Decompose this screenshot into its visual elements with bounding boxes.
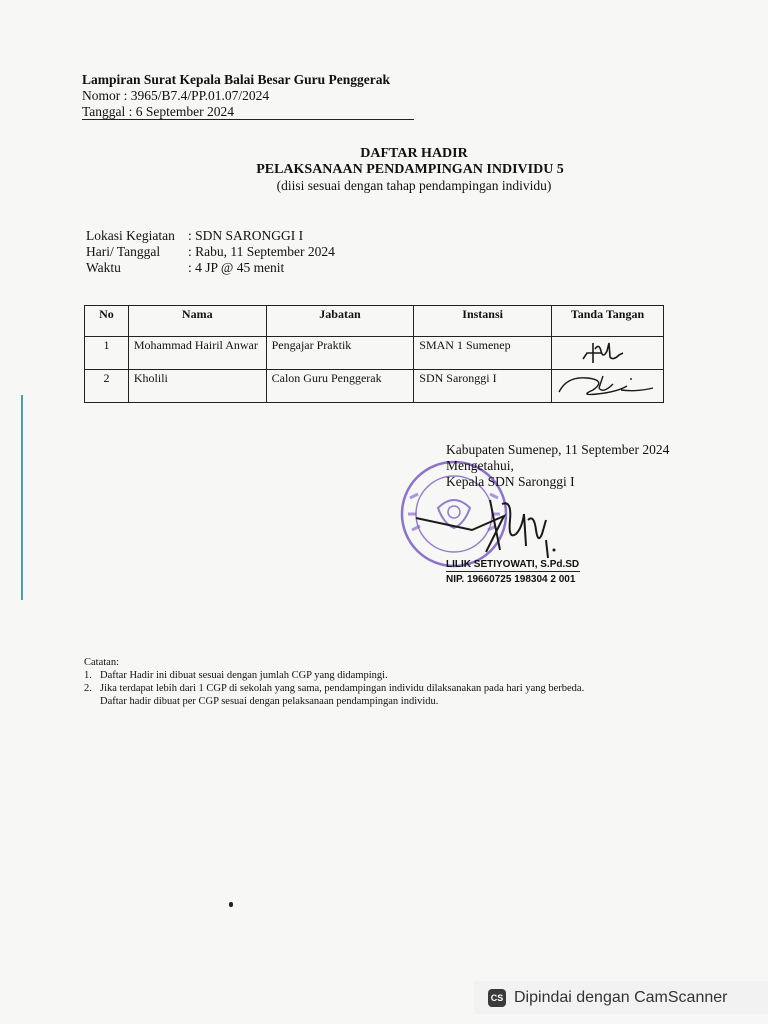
signer-name: LILIK SETIYOWATI, S.Pd.SD <box>446 559 580 570</box>
info-hari-value: : Rabu, 11 September 2024 <box>188 244 335 259</box>
title-daftar-hadir: DAFTAR HADIR <box>360 146 468 161</box>
note-item <box>84 669 584 682</box>
header-tanggal: Tanggal : 6 September 2024 <box>82 104 235 119</box>
note-text: Jika terdapat lebih dari 1 CGP di sekolah yang sama, pendampingan individu dilaksanakan pada hari yang berbeda. <box>100 683 585 694</box>
cell-nama: Kholili <box>128 370 266 403</box>
cell-instansi: SDN Saronggi I <box>414 370 552 403</box>
info-lokasi-label: Lokasi Kegiatan <box>86 228 175 243</box>
info-waktu-value: : 4 JP @ 45 menit <box>188 260 285 275</box>
watermark-text: Dipindai dengan CamScanner <box>514 988 728 1006</box>
camscanner-logo-icon: CS <box>488 989 506 1007</box>
head-signature-image <box>412 490 562 565</box>
note-item <box>84 682 584 695</box>
scan-speck <box>229 902 233 907</box>
cell-no: 2 <box>85 370 129 403</box>
note-number: 1. <box>84 670 92 681</box>
signature-image <box>557 372 657 398</box>
info-lokasi-value: : SDN SARONGGI I <box>188 228 304 243</box>
column-header-nama: Nama <box>128 306 266 337</box>
header-underline <box>82 119 414 120</box>
sign-place-date: Kabupaten Sumenep, 11 September 2024 <box>446 442 670 457</box>
note-number <box>84 695 100 708</box>
title-subtitle: (diisi sesuai dengan tahap pendampingan individu) <box>276 178 552 193</box>
title-pelaksanaan: PELAKSANAAN PENDAMPINGAN INDIVIDU 5 <box>256 162 564 177</box>
camscanner-watermark <box>474 981 768 1014</box>
table-row <box>85 337 664 370</box>
cell-jabatan: Pengajar Praktik <box>266 337 414 370</box>
document-title <box>0 146 768 194</box>
column-header-instansi: Instansi <box>414 306 552 337</box>
info-waktu-label: Waktu <box>86 260 121 275</box>
table-row <box>85 370 664 403</box>
signer-name-underline <box>446 571 580 572</box>
cell-signature <box>551 370 663 403</box>
cell-jabatan: Calon Guru Penggerak <box>266 370 414 403</box>
note-item <box>84 695 584 708</box>
table-header-row <box>85 306 664 337</box>
scan-edge-line <box>21 395 23 600</box>
info-lokasi <box>86 228 335 244</box>
column-header-jabatan: Jabatan <box>266 306 414 337</box>
note-text: Daftar Hadir ini dibuat sesuai dengan jumlah CGP yang didampingi. <box>100 670 388 681</box>
notes-section <box>84 656 584 708</box>
column-header-no: No <box>85 306 129 337</box>
cell-instansi: SMAN 1 Sumenep <box>414 337 552 370</box>
note-text: Daftar hadir dibuat per CGP sesuai dengan pelaksanaan pendampingan individu. <box>100 696 439 707</box>
signature-image <box>557 339 657 365</box>
cell-signature <box>551 337 663 370</box>
activity-info <box>86 228 335 276</box>
notes-heading: Catatan: <box>84 657 119 668</box>
column-header-tanda-tangan: Tanda Tangan <box>551 306 663 337</box>
note-number: 2. <box>84 683 92 694</box>
info-hari-label: Hari/ Tanggal <box>86 244 161 259</box>
sign-mengetahui: Mengetahui, <box>446 458 514 473</box>
letter-header <box>82 72 390 120</box>
cell-no: 1 <box>85 337 129 370</box>
header-nomor: Nomor : 3965/B7.4/PP.01.07/2024 <box>82 88 270 103</box>
sign-role: Kepala SDN Saronggi I <box>446 474 575 489</box>
attendance-table <box>84 305 664 403</box>
signer-nip: NIP. 19660725 198304 2 001 <box>446 574 576 585</box>
info-waktu <box>86 260 335 276</box>
header-title: Lampiran Surat Kepala Balai Besar Guru Penggerak <box>82 72 391 87</box>
signature-block <box>446 442 669 490</box>
cell-nama: Mohammad Hairil Anwar <box>128 337 266 370</box>
info-hari <box>86 244 335 260</box>
